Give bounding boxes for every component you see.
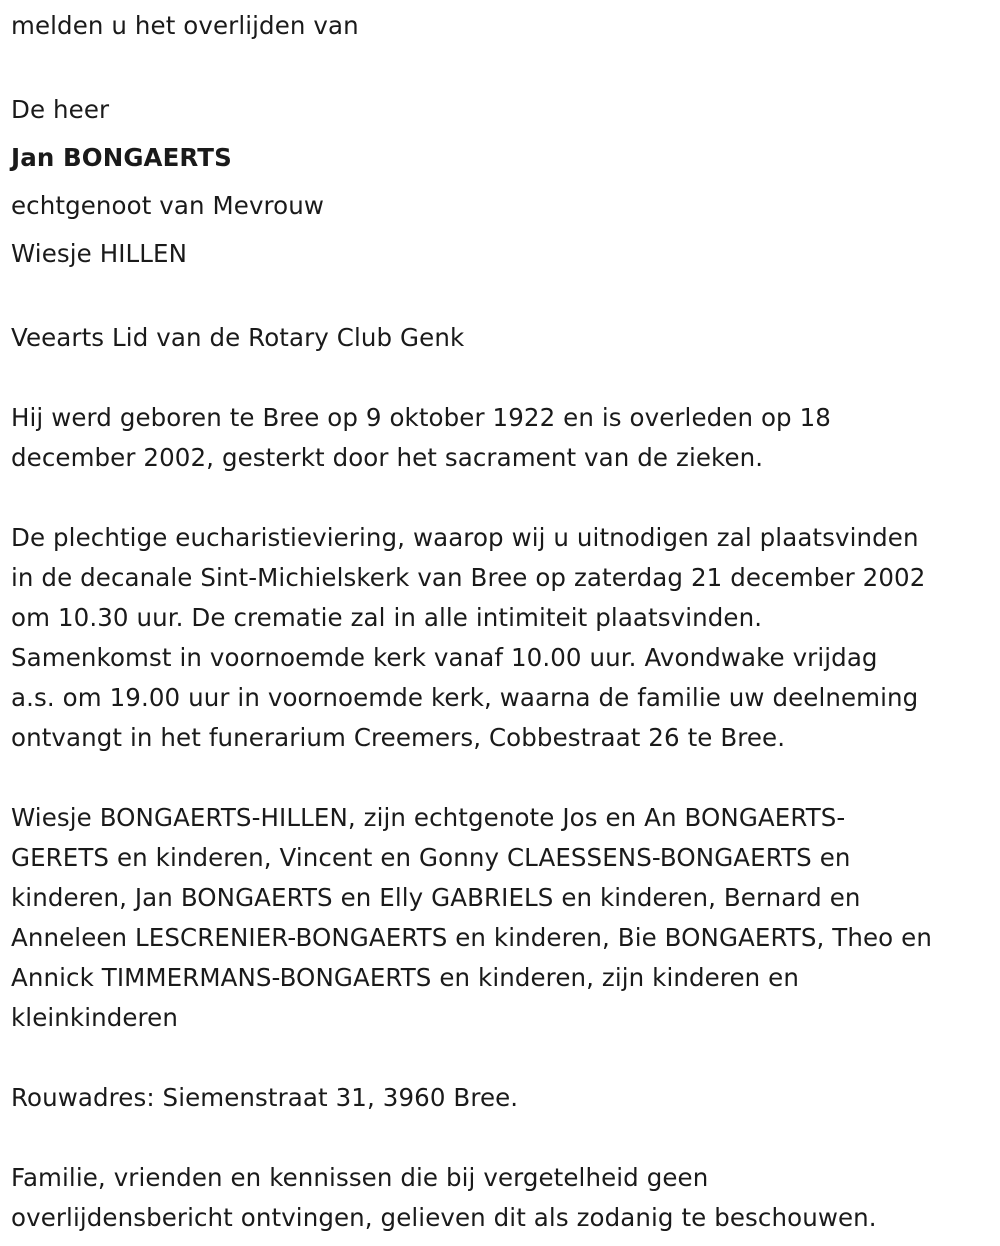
paragraph-line: kinderen, Jan BONGAERTS en Elly GABRIELS en kinderen, Bernard en xyxy=(11,883,861,912)
paragraph-line: overlijdensbericht ontvingen, gelieven dit als zodanig te beschouwen. xyxy=(11,1203,877,1232)
paragraph-line: a.s. om 19.00 uur in voornoemde kerk, waarna de familie uw deelneming xyxy=(11,683,919,712)
deceased-name: Jan BONGAERTS xyxy=(11,143,232,172)
ceremony-paragraph xyxy=(11,518,993,758)
paragraph-line: Samenkomst in voornoemde kerk vanaf 10.00 uur. Avondwake vrijdag xyxy=(11,643,878,672)
paragraph-line: Wiesje BONGAERTS-HILLEN, zijn echtgenote Jos en An BONGAERTS- xyxy=(11,803,846,832)
spacer xyxy=(11,478,993,518)
paragraph-line: Annick TIMMERMANS-BONGAERTS en kinderen, zijn kinderen en xyxy=(11,963,799,992)
spouse-line-2: Wiesje HILLEN xyxy=(11,239,188,268)
salutation: De heer xyxy=(11,95,110,124)
mourning-address: Rouwadres: Siemenstraat 31, 3960 Bree. xyxy=(11,1083,519,1112)
paragraph-line: De plechtige eucharistieviering, waarop wij u uitnodigen zal plaatsvinden xyxy=(11,523,919,552)
paragraph-line: kleinkinderen xyxy=(11,1003,178,1032)
paragraph-line: Hij werd geboren te Bree op 9 oktober 1922 en is overleden op 18 xyxy=(11,403,831,432)
family-paragraph xyxy=(11,798,993,1038)
obituary-document xyxy=(11,6,993,1238)
closing-paragraph xyxy=(11,1158,993,1238)
spacer xyxy=(11,46,993,86)
spacer xyxy=(11,1038,993,1078)
paragraph-line: Anneleen LESCRENIER-BONGAERTS en kinderen, Bie BONGAERTS, Theo en xyxy=(11,923,932,952)
spouse-line-1: echtgenoot van Mevrouw xyxy=(11,191,325,220)
paragraph-line: december 2002, gesterkt door het sacrament van de zieken. xyxy=(11,443,764,472)
paragraph-line: in de decanale Sint-Michielskerk van Bree op zaterdag 21 december 2002 xyxy=(11,563,926,592)
intro-text: melden u het overlijden van xyxy=(11,11,359,40)
profession-title: Veearts Lid van de Rotary Club Genk xyxy=(11,323,465,352)
paragraph-line: Familie, vrienden en kennissen die bij vergetelheid geen xyxy=(11,1163,709,1192)
paragraph-line: ontvangt in het funerarium Creemers, Cobbestraat 26 te Bree. xyxy=(11,723,786,752)
spacer xyxy=(11,278,993,318)
spacer xyxy=(11,758,993,798)
paragraph-line: om 10.30 uur. De crematie zal in alle intimiteit plaatsvinden. xyxy=(11,603,763,632)
spacer xyxy=(11,358,993,398)
birth-death-paragraph xyxy=(11,398,993,478)
spacer xyxy=(11,1118,993,1158)
paragraph-line: GERETS en kinderen, Vincent en Gonny CLAESSENS-BONGAERTS en xyxy=(11,843,851,872)
